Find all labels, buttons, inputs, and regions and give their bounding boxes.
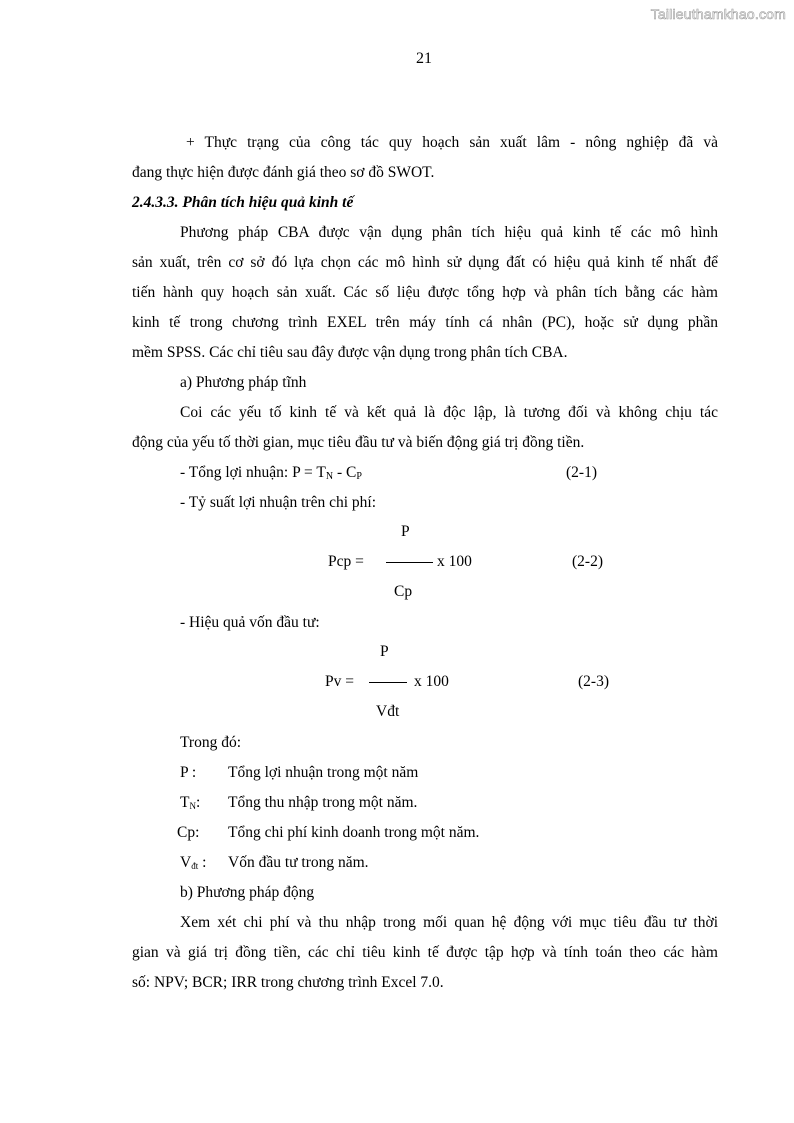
formula2-lhs: Pcp = (328, 553, 364, 570)
dynamic-line-2: gian và giá trị đồng tiền, các chỉ tiêu kinh tế được tập hợp và tính toán theo các hàm (132, 944, 718, 961)
cba-line-5: mềm SPSS. Các chỉ tiêu sau đây được vận dụng trong phân tích CBA. (132, 344, 568, 361)
formula2-fraction-bar (386, 562, 433, 563)
def-desc-p: Tổng lợi nhuận trong một năm (228, 764, 419, 781)
where-label: Trong đó: (180, 734, 242, 751)
def-symbol-vdt: $V_{đt}$ : (180, 854, 207, 871)
def-desc-tn: Tổng thu nhập trong một năm. (228, 794, 418, 811)
formula2-rhs: x 100 (437, 553, 472, 570)
dynamic-line-1: Xem xét chi phí và thu nhập trong mối quan hệ động với mục tiêu đầu tư thời (180, 914, 718, 931)
formula2-denominator: Cp (394, 583, 413, 600)
page-number: 21 (416, 50, 432, 67)
dynamic-method-title: b) Phương pháp động (180, 884, 315, 901)
static-desc-line-2: động của yếu tố thời gian, mục tiêu đầu tư và biến động giá trị đồng tiền. (132, 434, 585, 451)
cba-line-1: Phương pháp CBA được vận dụng phân tích hiệu quả kinh tế các mô hình (180, 224, 718, 241)
formula1-number: (2-1) (566, 464, 597, 481)
cba-line-3: tiến hành quy hoạch sản xuất. Các số liệu được tổng hợp và phân tích bằng các hàm (132, 284, 718, 301)
formula1-sub-p: P (356, 471, 362, 482)
formula1-mid: - C (333, 464, 357, 481)
static-desc-line-1: Coi các yếu tố kinh tế và kết quả là độc lập, là tương đối và không chịu tác (180, 404, 718, 421)
def-symbol-tn: $T_N$: (180, 794, 201, 811)
dynamic-line-3: số: NPV; BCR; IRR trong chương trình Excel 7.0. (132, 974, 444, 991)
formula3-rhs: x 100 (414, 673, 449, 690)
formula3-denominator: Vđt (376, 703, 400, 720)
swot-line-1: + Thực trạng của công tác quy hoạch sản xuất lâm - nông nghiệp đã và (186, 134, 718, 151)
formula3-number: (2-3) (578, 673, 609, 690)
static-method-title: a) Phương pháp tĩnh (180, 374, 307, 391)
formula3-label: - Hiệu quả vốn đầu tư: (180, 614, 320, 631)
formula3-fraction-bar (369, 682, 407, 683)
swot-line-2: đang thực hiện được đánh giá theo sơ đồ SWOT. (132, 164, 435, 181)
formula3-numerator: P (380, 643, 389, 660)
watermark: Tailieuthamkhao.com (650, 6, 786, 22)
formula2-number: (2-2) (572, 553, 603, 570)
formula2-numerator: P (401, 523, 410, 540)
formula3-lhs: Pv = (325, 673, 354, 690)
formula1-label: - Tổng lợi nhuận: P = T (180, 464, 326, 481)
cba-line-4: kinh tế trong chương trình EXEL trên máy tính cá nhân (PC), hoặc sử dụng phần (132, 314, 718, 331)
formula2-label: - Tỷ suất lợi nhuận trên chi phí: (180, 494, 377, 511)
section-heading: 2.4.3.3. Phân tích hiệu quả kinh tế (132, 194, 354, 211)
def-desc-vdt: Vốn đầu tư trong năm. (228, 854, 369, 871)
formula1-sub-n: N (325, 471, 334, 482)
cba-line-2: sản xuất, trên cơ sở đó lựa chọn các mô hình sử dụng đất có hiệu quả kinh tế nhất để (132, 254, 718, 271)
def-symbol-cp: Cp: (177, 824, 200, 841)
def-symbol-p: P : (180, 764, 197, 781)
formula-total-profit (180, 464, 362, 482)
def-desc-cp: Tổng chi phí kinh doanh trong một năm. (228, 824, 480, 841)
